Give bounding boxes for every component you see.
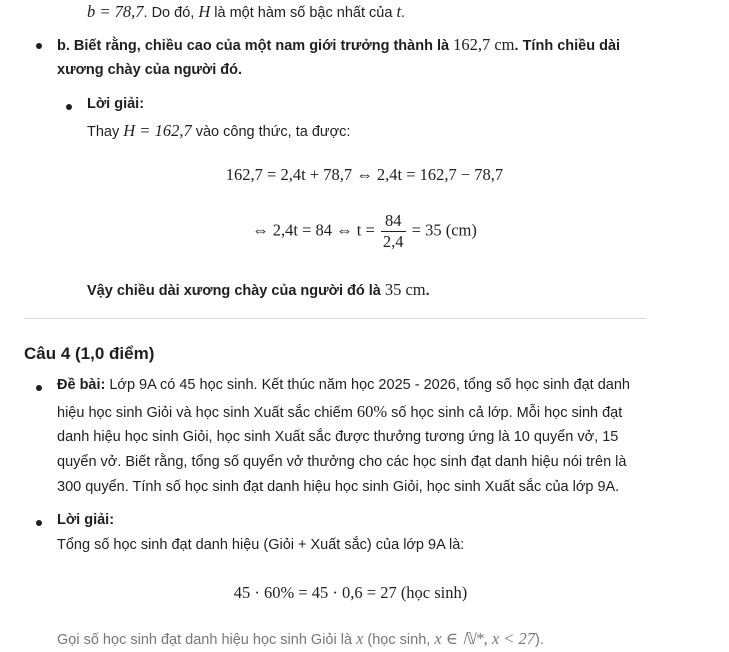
top-line: b = 78,7. Do đó, H là một hàm số bậc nhất của t. bbox=[87, 2, 406, 21]
bullet-dot bbox=[36, 520, 42, 526]
solution-text: Tổng số học sinh đạt danh hiệu (Giỏi + Xuất sắc) của lớp 9A là: bbox=[57, 537, 465, 553]
problem-line-1: Đề bài: Lớp 9A có 45 học sinh. Kết thúc năm học 2025 - 2026, tổng số học sinh đạt danh bbox=[57, 377, 630, 393]
part-b-title-line2: xương chày của người đó. bbox=[57, 62, 243, 78]
last-line: Gọi số học sinh đạt danh hiệu học sinh Giỏi là x (học sinh, x ∈ ℕ*, x < 27). bbox=[57, 629, 544, 648]
bullet-dot bbox=[36, 385, 42, 391]
equation-3: 45 · 60% = 45 · 0,6 = 27 (học sinh) bbox=[233, 583, 468, 602]
section-divider bbox=[24, 318, 646, 319]
solution-label: Lời giải: bbox=[87, 96, 145, 112]
equation-1: 162,7 = 2,4t + 78,7 ⇔ 2,4t = 162,7 − 78,7 bbox=[225, 165, 504, 184]
part-b-title: b. Biết rằng, chiều cao của một nam giới trưởng thành là 162,7 cm. Tính chiều dài bbox=[57, 35, 621, 54]
equation-2: ⇔ 2,4t = 84 ⇔ t = $\frac{84}{2,4}$ = 35 (cm) bbox=[252, 211, 477, 251]
problem-line-4: quyển vở. Biết rằng, tổng số quyển vở thưởng cho các học sinh đạt danh hiệu nói trên là bbox=[57, 454, 627, 470]
question-4-heading: Câu 4 (1,0 điểm) bbox=[24, 344, 155, 363]
bullet-dot bbox=[36, 43, 42, 49]
fraction: $\frac{84}{2,4}$ bbox=[382, 211, 404, 251]
problem-line-2: hiệu học sinh Giỏi và học sinh Xuất sắc chiếm 60% số học sinh cả lớp. Mỗi học sinh đạt bbox=[57, 402, 623, 421]
conclusion: Vậy chiều dài xương chày của người đó là 35 cm. bbox=[87, 280, 430, 299]
bullet-dot bbox=[66, 104, 72, 110]
problem-line-5: 300 quyển. Tính số học sinh đạt danh hiệu học sinh Giỏi, học sinh Xuất sắc của lớp 9A. bbox=[57, 479, 620, 495]
substitution-text: Thay H = 162,7 vào công thức, ta được: bbox=[87, 121, 351, 140]
b-value: b = 78,7 bbox=[87, 2, 144, 21]
problem-line-3: danh hiệu học sinh Giỏi, học sinh Xuất sắc được thưởng tương ứng là 10 quyển vở, 15 bbox=[57, 429, 619, 445]
solution-label: Lời giải: bbox=[57, 512, 115, 528]
